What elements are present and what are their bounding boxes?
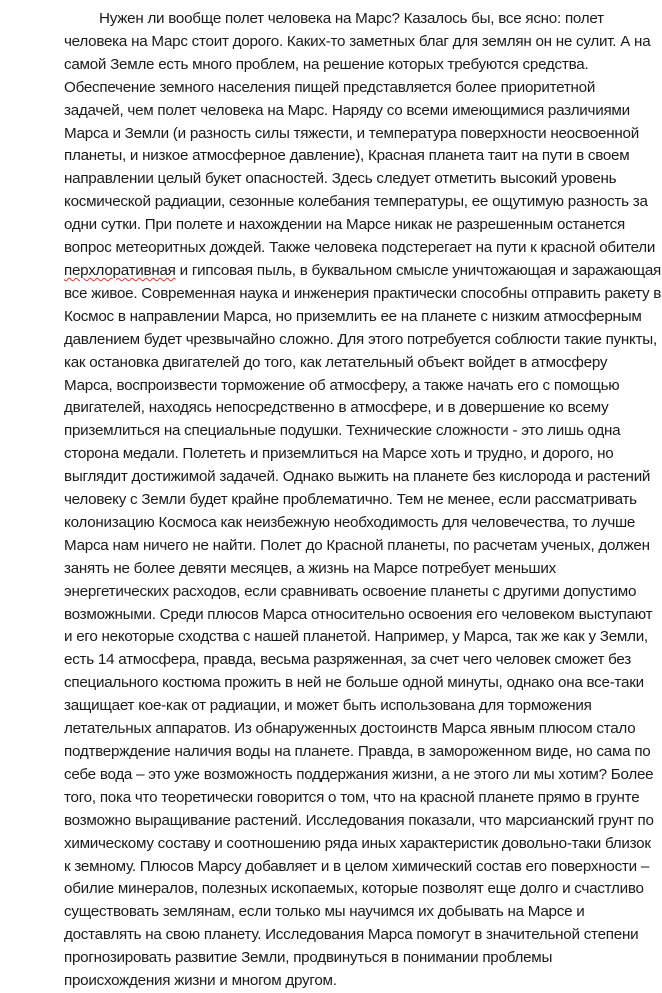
- text-line: существовать землянам, если только мы научимся их добывать на Марсе и: [64, 903, 585, 921]
- text-line: занять не более девяти месяцев, а жизнь на Марсе потребует меньших: [64, 559, 556, 577]
- misspelled-word[interactable]: перхлоративная: [64, 261, 176, 279]
- text-line: себе вода – это уже возможность поддержания жизни, а не этого ли мы хотим? Более: [64, 765, 654, 783]
- text-line: самой Земле есть много проблем, на решение которых требуются средства.: [64, 55, 589, 73]
- text-line: происхождения жизни и многом другом.: [64, 972, 337, 990]
- text-line: колонизацию Космоса как неизбежную необходимость для человечества, то лучше: [64, 513, 636, 531]
- text-line: и его некоторые сходства с нашей планетой. Например, у Марса, так же как у Земли,: [64, 628, 648, 646]
- text-line: приземлиться на специальные подушки. Технические сложности - это лишь одна: [64, 422, 621, 440]
- text-line: обилие минералов, полезных ископаемых, которые позволят еще долго и счастливо: [64, 880, 644, 898]
- text-line: Марса, воспроизвести торможение об атмосферу, а также начать его с помощью: [64, 376, 620, 394]
- text-line: Космос в направлении Марса, но приземлить ее на планете с низким атмосферным: [64, 307, 642, 325]
- text-line: Обеспечение земного населения пищей представляется более приоритетной: [64, 78, 596, 96]
- text-line: давлением будет чрезвычайно сложно. Для этого потребуется соблюсти такие пункты,: [64, 330, 657, 348]
- text-line: химическому составу и соотношению ряда иных характеристик довольно-таки близок: [64, 834, 651, 852]
- text-line: летательных аппаратов. Из обнаруженных достоинств Марса явным плюсом стало: [64, 720, 636, 738]
- text-line: Марса нам ничего не найти. Полет до Красной планеты, по расчетам ученых, должен: [64, 536, 650, 554]
- text-line: [64, 260, 662, 283]
- text-line: вопрос метеоритных дождей. Также человека подстерегает на пути к красной обители: [64, 239, 656, 257]
- text-line: энергетических расходов, если сравнивать освоение планеты с другими допустимо: [64, 582, 637, 600]
- text-line: Нужен ли вообще полет человека на Марс? Казалось бы, все ясно: полет: [99, 10, 604, 27]
- text-line: задачей, чем полет человека на Марс. Наряду со всеми имеющимися различиями: [64, 101, 630, 119]
- text-line: направлении целый букет опасностей. Здесь следует отметить высокий уровень: [64, 170, 617, 188]
- text-line: одни сутки. При полете и нахождении на Марсе никак не разрешенным останется: [64, 216, 625, 234]
- text-line: того, пока что теоретически говорится о том, что на красной планете прямо в грунте: [64, 788, 640, 806]
- text-line: как остановка двигателей до того, как летательный объект войдет в атмосферу: [64, 353, 608, 371]
- text-line: сторона медали. Полететь и приземлиться на Марсе хоть и трудно, и дорого, но: [64, 445, 614, 463]
- text-line: защищает кое-как от радиации, и может быть использована для торможения: [64, 697, 592, 715]
- text-line: все живое. Современная наука и инженерия практически способны отправить ракету в: [64, 284, 662, 302]
- text-line: Марса и Земли (и разность силы тяжести, и температура поверхности неосвоенной: [64, 124, 639, 142]
- text-line: возможно выращивание растений. Исследования показали, что марсианский грунт по: [64, 811, 654, 829]
- text-line: планеты, и низкое атмосферное давление), Красная планета таит на пути в своем: [64, 147, 630, 165]
- text-line: доставлять на свою планету. Исследования Марса помогут в значительной степени: [64, 926, 639, 944]
- essay-paragraph: [64, 8, 662, 993]
- text-line: специального костюма прожить в ней не больше одной минуты, однако она все-таки: [64, 674, 644, 692]
- text-line: выглядит достижимой задачей. Однако выжить на планете без кислорода и растений: [64, 468, 651, 486]
- text-line: человека на Марс стоит дорого. Каких-то заметных благ для землян он не сулит. А на: [64, 32, 651, 50]
- text-line-rest: и гипсовая пыль, в буквальном смысле уничтожающая и заражающая: [179, 261, 662, 279]
- text-line: прогнозировать развитие Земли, продвинуться в понимании проблемы: [64, 949, 553, 967]
- text-line: двигателей, находясь непосредственно в атмосфере, и в довершение ко всему: [64, 399, 609, 417]
- text-line: есть 14 атмосфера, правда, весьма разряженная, за счет чего человек сможет без: [64, 651, 632, 669]
- text-line: космической радиации, сезонные колебания температуры, ее ощутимую разность за: [64, 193, 648, 211]
- text-line: возможными. Среди плюсов Марса относительно освоения его человеком выступают: [64, 605, 653, 623]
- text-line: человеку с Земли будет крайне проблематично. Тем не менее, если рассматривать: [64, 491, 637, 509]
- text-line: к земному. Плюсов Марсу добавляет и в целом химический состав его поверхности –: [64, 857, 650, 875]
- text-line: подтверждение наличия воды на планете. Правда, в замороженном виде, но сама по: [64, 743, 651, 760]
